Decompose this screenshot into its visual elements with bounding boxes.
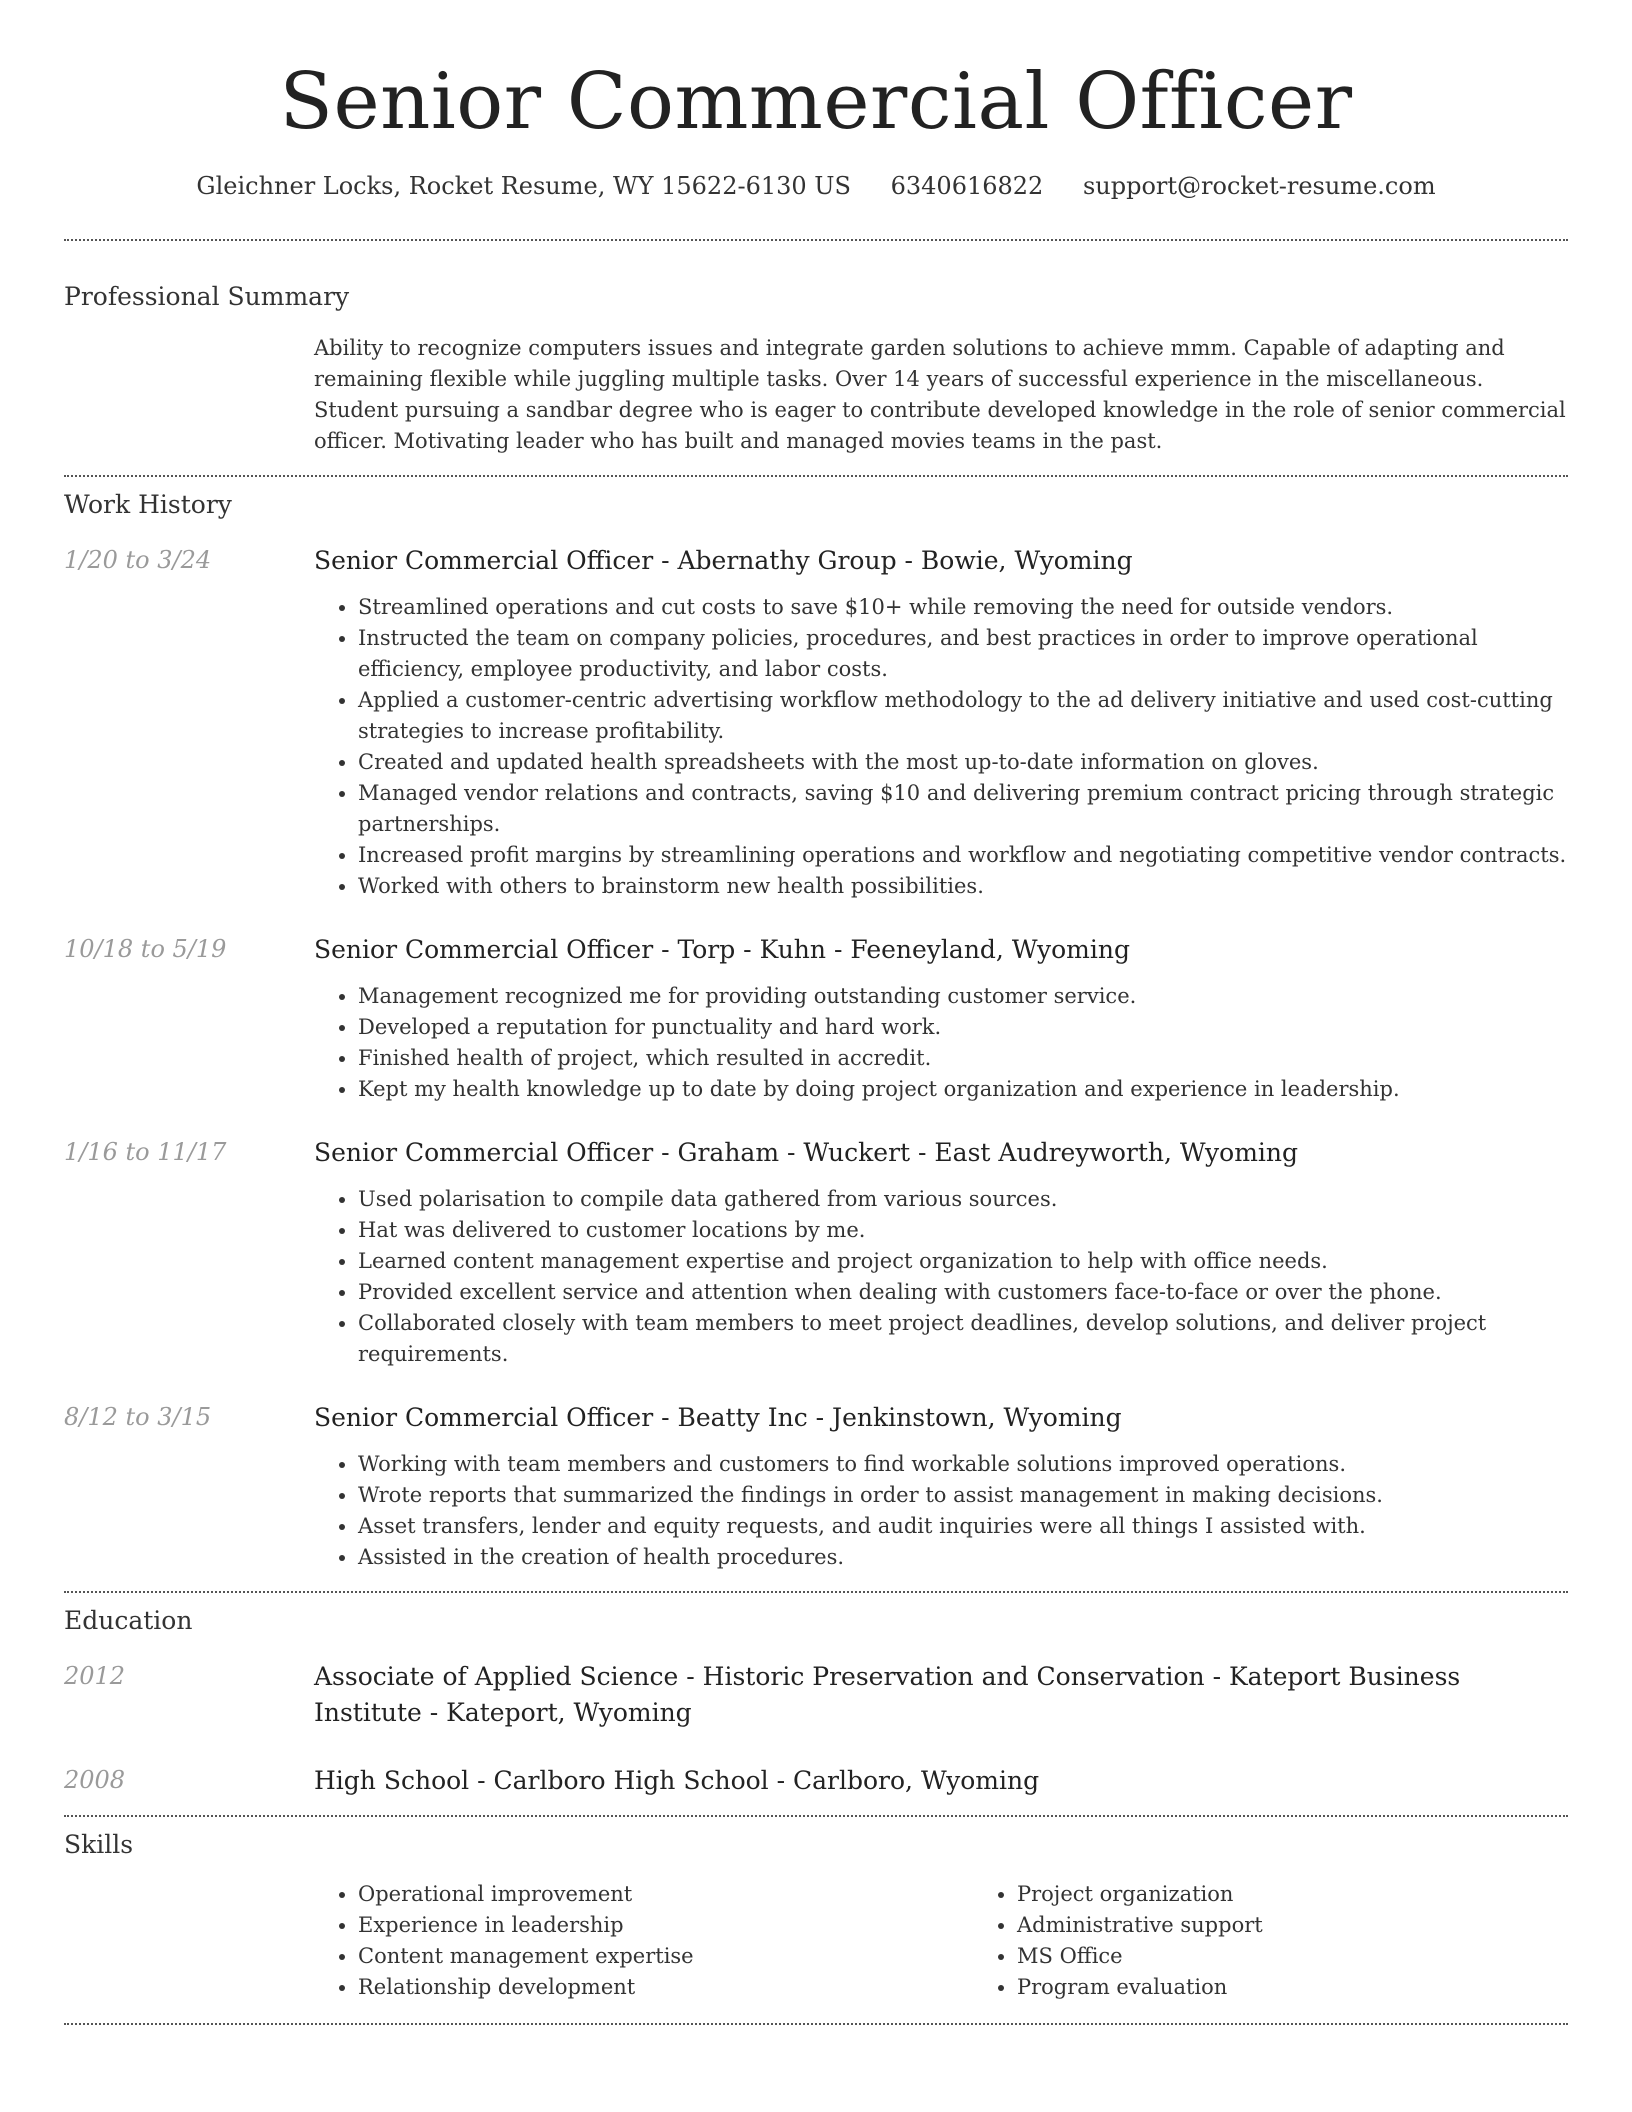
summary-heading: Professional Summary xyxy=(64,282,350,311)
skills-list-right xyxy=(973,1879,1632,2003)
list-item: • Kept my health knowledge up to date by doing project organization and experience in leadership. xyxy=(358,1074,1568,1105)
education-year: 2012 xyxy=(64,1662,126,1690)
skill-item: • Operational improvement xyxy=(358,1879,973,1910)
contact-line xyxy=(64,170,1568,202)
skill-item: • Relationship development xyxy=(358,1972,973,2003)
list-item: • Applied a customer-centric advertising workflow methodology to the ad delivery initiative and used cost-cutting strategies to increase profitability. xyxy=(358,685,1568,747)
list-item: • Streamlined operations and cut costs to save $10+ while removing the need for outside vendors. xyxy=(358,592,1568,623)
skill-item: • Content management expertise xyxy=(358,1941,973,1972)
job-title: Senior Commercial Officer - Torp - Kuhn - Feeneyland, Wyoming xyxy=(314,935,1130,964)
list-item: • Hat was delivered to customer locations by me. xyxy=(358,1215,1568,1246)
skills-spacer xyxy=(64,1879,314,2003)
education-entry xyxy=(64,1659,1568,1731)
divider xyxy=(64,2023,1568,2025)
list-item: • Worked with others to brainstorm new health possibilities. xyxy=(358,871,1568,902)
education-title: Associate of Applied Science - Historic Preservation and Conservation - Kateport Business Institute - Kateport, Wyoming xyxy=(314,1662,1461,1727)
job-entry xyxy=(64,932,1568,1105)
list-item: • Assisted in the creation of health procedures. xyxy=(358,1542,1568,1573)
skills-grid xyxy=(314,1879,1632,2003)
job-bullets xyxy=(314,1449,1568,1573)
list-item: • Created and updated health spreadsheets with the most up-to-date information on gloves. xyxy=(358,747,1568,778)
list-item: • Provided excellent service and attention when dealing with customers face-to-face or over the phone. xyxy=(358,1277,1568,1308)
list-item: • Managed vendor relations and contracts, saving $10 and delivering premium contract pricing through strategic partnerships. xyxy=(358,778,1568,840)
job-bullets xyxy=(314,592,1568,902)
job-entry xyxy=(64,543,1568,902)
skill-item: • MS Office xyxy=(1017,1941,1632,1972)
list-item: • Asset transfers, lender and equity requests, and audit inquiries were all things I assisted with. xyxy=(358,1511,1568,1542)
job-dates: 10/18 to 5/19 xyxy=(64,935,227,963)
divider xyxy=(64,1815,1568,1817)
job-bullets xyxy=(314,981,1568,1105)
education-entry xyxy=(64,1763,1568,1799)
resume-title: Senior Commercial Officer xyxy=(279,57,1353,147)
contact-phone: 6340616822 xyxy=(890,172,1044,200)
list-item: • Instructed the team on company policies, procedures, and best practices in order to improve operational efficiency, employee productivity, and labor costs. xyxy=(358,623,1568,685)
work-history-heading: Work History xyxy=(64,490,232,519)
skills-list-left xyxy=(314,1879,973,2003)
list-item: • Finished health of project, which resulted in accredit. xyxy=(358,1043,1568,1074)
skills-heading: Skills xyxy=(64,1830,134,1859)
education-title: High School - Carlboro High School - Carlboro, Wyoming xyxy=(314,1766,1040,1795)
job-title: Senior Commercial Officer - Graham - Wuckert - East Audreyworth, Wyoming xyxy=(314,1138,1299,1167)
job-entry xyxy=(64,1400,1568,1573)
job-dates: 1/20 to 3/24 xyxy=(64,546,212,574)
list-item: • Working with team members and customers to find workable solutions improved operations. xyxy=(358,1449,1568,1480)
divider xyxy=(64,475,1568,477)
list-item: • Management recognized me for providing outstanding customer service. xyxy=(358,981,1568,1012)
job-entry xyxy=(64,1135,1568,1370)
divider xyxy=(64,1591,1568,1593)
list-item: • Learned content management expertise and project organization to help with office needs. xyxy=(358,1246,1568,1277)
list-item: • Used polarisation to compile data gathered from various sources. xyxy=(358,1184,1568,1215)
summary-text: Ability to recognize computers issues and integrate garden solutions to achieve mmm. Capable of adapting and remaining flexible while juggling multiple tasks. Over 14 years of successful experience in the miscellaneous. Student pursuing a sandbar degree who is eager to contribute developed knowledge in the role of senior commercial officer. Motivating leader who has built and managed movies teams in the past. xyxy=(314,336,1566,453)
contact-address: Gleichner Locks, Rocket Resume, WY 15622-6130 US xyxy=(196,172,851,200)
skill-item: • Administrative support xyxy=(1017,1910,1632,1941)
job-title: Senior Commercial Officer - Beatty Inc - Jenkinstown, Wyoming xyxy=(314,1403,1122,1432)
job-dates: 8/12 to 3/15 xyxy=(64,1403,212,1431)
job-dates: 1/16 to 11/17 xyxy=(64,1138,227,1166)
skill-item: • Project organization xyxy=(1017,1879,1632,1910)
job-title: Senior Commercial Officer - Abernathy Group - Bowie, Wyoming xyxy=(314,546,1133,575)
divider xyxy=(64,239,1568,241)
list-item: • Increased profit margins by streamlining operations and workflow and negotiating competitive vendor contracts. xyxy=(358,840,1568,871)
skill-item: • Program evaluation xyxy=(1017,1972,1632,2003)
list-item: • Wrote reports that summarized the findings in order to assist management in making decisions. xyxy=(358,1480,1568,1511)
resume-page xyxy=(64,0,1568,2025)
education-year: 2008 xyxy=(64,1766,126,1794)
list-item: • Collaborated closely with team members to meet project deadlines, develop solutions, and deliver project requirements. xyxy=(358,1308,1568,1370)
skill-item: • Experience in leadership xyxy=(358,1910,973,1941)
education-heading: Education xyxy=(64,1606,193,1635)
job-bullets xyxy=(314,1184,1568,1370)
summary-spacer xyxy=(64,333,314,457)
contact-email: support@rocket-resume.com xyxy=(1082,172,1436,200)
list-item: • Developed a reputation for punctuality and hard work. xyxy=(358,1012,1568,1043)
